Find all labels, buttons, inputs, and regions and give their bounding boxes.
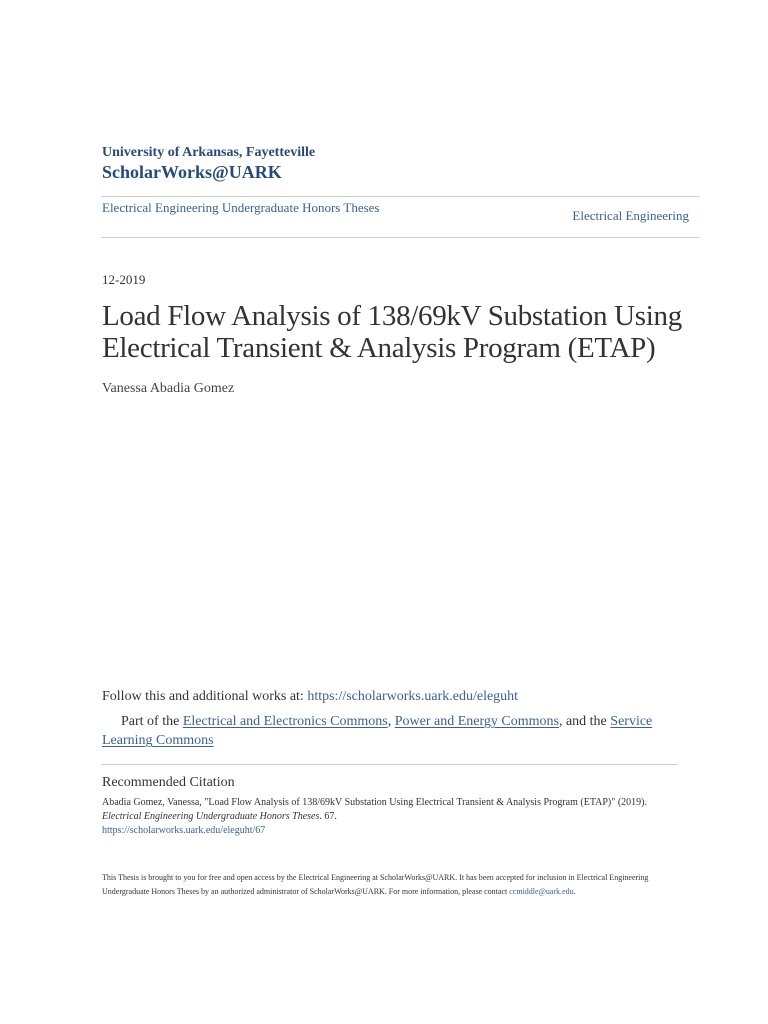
- citation-text: [102, 796, 682, 838]
- access-notice: [102, 871, 672, 899]
- citation-link[interactable]: https://scholarworks.uark.edu/eleguht/67: [102, 825, 266, 836]
- author-name: Vanessa Abadia Gomez: [102, 381, 235, 396]
- service-learning-commons-link[interactable]: Service Learning Commons: [102, 714, 653, 748]
- follow-text: Follow this and additional works at:: [102, 689, 308, 704]
- document-title: Load Flow Analysis of 138/69kV Substation Using Electrical Transient & Analysis Program (ETAP): [102, 300, 682, 364]
- notice-text: This Thesis is brought to you for free and open access by the Electrical Engineering at ScholarWorks@UARK. It has been accepted for inclusion in Electrical Engineering Undergraduate Honors Theses by an authorized administrator of ScholarWorks@UARK. For more information, please contact: [102, 873, 649, 896]
- department-link[interactable]: Electrical Engineering: [572, 208, 689, 223]
- series-link[interactable]: Electrical Engineering Undergraduate Honors Theses: [102, 200, 380, 215]
- part-of-separator: , and the: [558, 714, 611, 729]
- top-divider: [101, 196, 700, 197]
- citation-heading: Recommended Citation: [102, 775, 235, 790]
- repository-link[interactable]: ScholarWorks@UARK: [102, 162, 282, 182]
- citation-line: Abadia Gomez, Vanessa, "Load Flow Analysis of 138/69kV Substation Using Electrical Transient & Analysis Program (ETAP)" (2019).: [102, 797, 647, 808]
- citation-number: . 67.: [319, 811, 337, 822]
- series-divider: [101, 237, 700, 238]
- contact-email-link[interactable]: ccmiddle@uark.edu: [509, 887, 574, 896]
- notice-end: .: [573, 887, 576, 896]
- follow-line: [102, 689, 702, 705]
- part-of-line: [102, 712, 682, 750]
- publication-date: 12-2019: [102, 272, 146, 287]
- power-energy-commons-link[interactable]: Power and Energy Commons: [394, 714, 559, 729]
- university-name: University of Arkansas, Fayetteville: [102, 145, 316, 160]
- citation-divider: [101, 764, 678, 765]
- part-of-prefix: Part of the: [121, 714, 183, 729]
- follow-link[interactable]: https://scholarworks.uark.edu/eleguht: [307, 689, 519, 704]
- citation-series: Electrical Engineering Undergraduate Honors Theses: [102, 811, 320, 822]
- part-of-separator: ,: [387, 714, 395, 729]
- electrical-electronics-commons-link[interactable]: Electrical and Electronics Commons: [182, 714, 388, 729]
